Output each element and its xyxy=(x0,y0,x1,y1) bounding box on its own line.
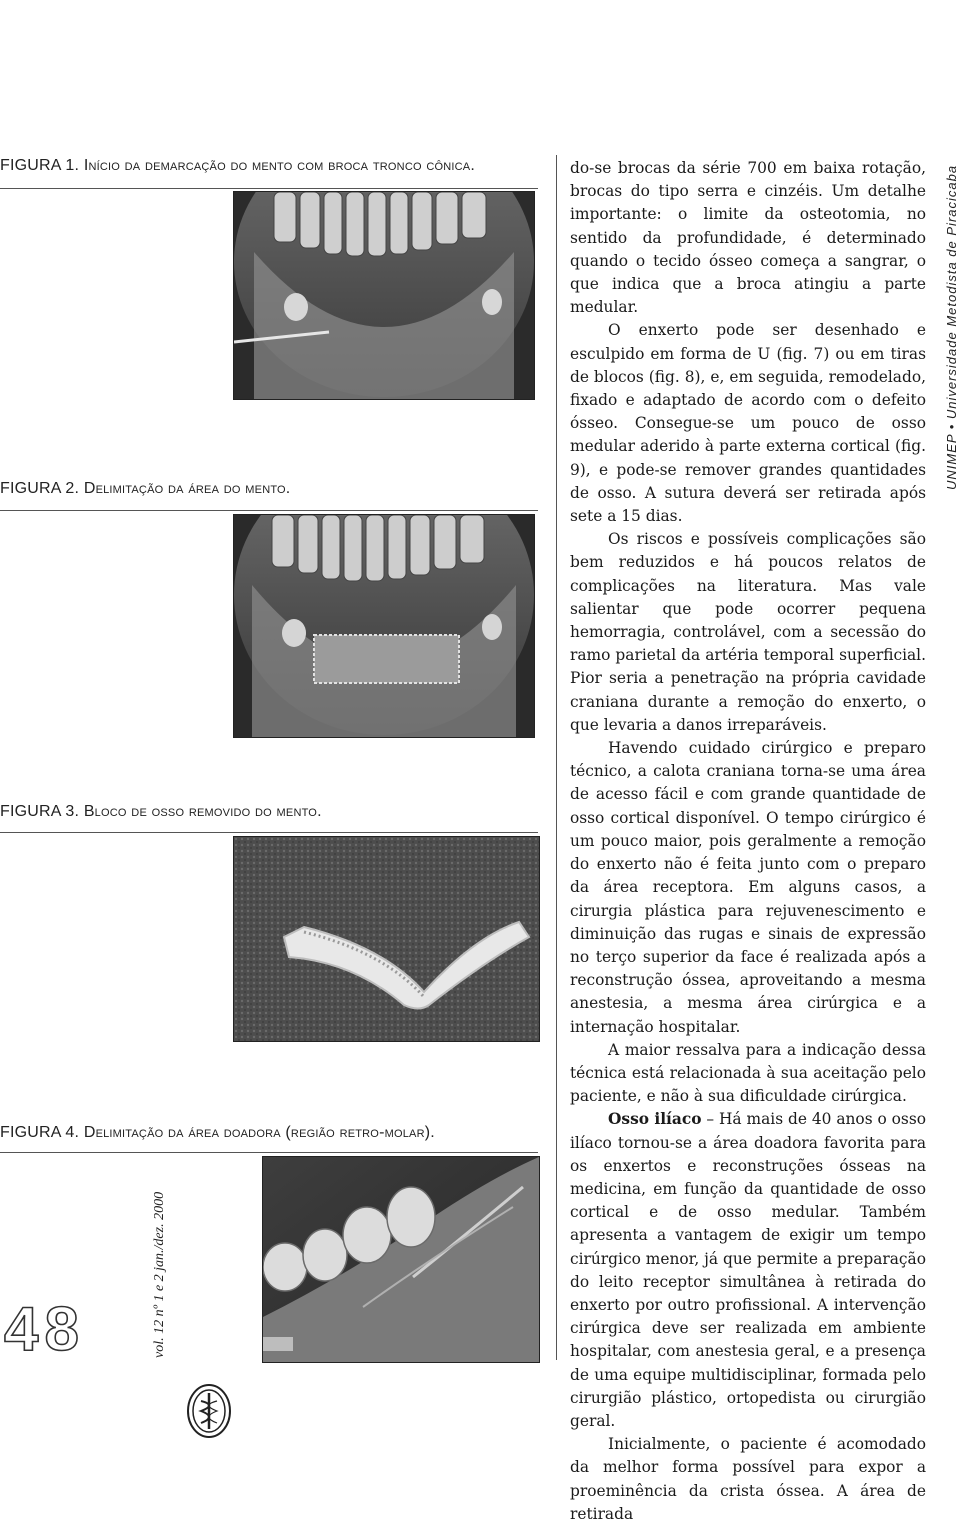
paragraph-3-text: Os riscos e possíveis complicações são bem reduzidos e há poucos relatos de complicações na literatura. Mas vale salientar que pode ocorrer pequena hemorragia, controlável, com a secessão do ramo parietal da artéria temporal superficial. Pior seria a penetração na própria cavidade craniana durante a remoção do enxerto, o que levaria a danos irreparáveis. xyxy=(570,530,926,734)
figure-1-photo xyxy=(233,191,535,400)
figure-3-rule xyxy=(0,832,538,833)
paragraph-1 xyxy=(570,157,926,319)
side-running-head xyxy=(944,160,960,490)
paragraph-4 xyxy=(570,737,926,1039)
figure-1-rule xyxy=(0,188,538,189)
paragraph-2-text: O enxerto pode ser desenhado e esculpido em forma de U (fig. 7) ou em tiras de blocos (fig. 8), e, em seguida, remodelado, fixado e adaptado de acordo com o defeito ósseo. Consegue-se um pouco de osso medular aderido à parte externa cortical (fig. 9), e pode-se remover grandes quantidades de osso. A sutura deverá ser retirada após sete a 15 dias. xyxy=(570,321,926,526)
figure-3-photo xyxy=(233,836,540,1042)
paragraph-1-text: do-se brocas da série 700 em baixa rotação, brocas do tipo serra e cinzéis. Um detalhe importante: o limite da osteotomia, no sentido da profundidade, é determinado quando o tecido ósseo começa a sangrar, o que indica que a broca atingiu a parte medular. xyxy=(570,159,926,317)
figure-2-rule xyxy=(0,510,538,511)
figure-4-label: FIGURA 4. xyxy=(0,1124,80,1141)
paragraph-5-text: A maior ressalva para a indicação dessa técnica está relacionada à sua aceitação pelo paciente, e não à sua dificuldade cirúrgica. xyxy=(570,1040,926,1106)
figure-2-photo xyxy=(233,514,535,738)
paragraph-6-text: – Há mais de 40 anos o osso ilíaco tornou-se a área doadora favorita para os enxertos e reconstruções ósseas na medicina, em função da quantidade de osso cortical e de osso medular. Também apresenta a vantagem de exigir um tempo cirúrgico menor, já que permite a preparação do leito receptor simultânea à retirada do enxerto por outro profissional. A intervenção cirúrgica deve ser realizada em ambiente hospitalar, com anestesia geral, e a presença de uma equipe multidisciplinar, formada pelo cirurgião plástico, ortopedista ou cirurgião geral. xyxy=(570,1110,926,1430)
figure-4-rule xyxy=(0,1152,538,1153)
page-number: 48 xyxy=(4,1295,85,1364)
figure-4-text: Delimitação da área doadora (região retro-molar). xyxy=(83,1124,435,1141)
paragraph-7-text: Inicialmente, o paciente é acomodado da melhor forma possível para expor a proeminência da crista óssea. A área de retirada xyxy=(570,1435,926,1523)
section-heading-osso-iliaco: Osso ilíaco xyxy=(608,1110,702,1129)
body-text-column xyxy=(570,157,926,1526)
column-divider xyxy=(556,155,557,1360)
side-running-head-text: UNIMEP • Universidade Metodista de Piracicaba xyxy=(944,164,959,490)
paragraph-3 xyxy=(570,528,926,737)
figure-1-caption xyxy=(0,157,475,175)
paragraph-4-text: Havendo cuidado cirúrgico e preparo técnico, a calota craniana torna-se uma área de acesso fácil e com grande quantidade de osso cortical disponível. O tempo cirúrgico é um pouco maior, pois geralmente a remoção do enxerto não é feita junto com o preparo da área receptora. Em alguns casos, a cirurgia plástica para rejuvenescimento e diminuição das rugas e sinais de expressão no terço superior da face é realizada após a reconstrução óssea, aproveitando a mesma anestesia, a mesma área cirúrgica e a internação hospitalar. xyxy=(570,739,926,1036)
journal-emblem-icon xyxy=(186,1383,232,1443)
figure-1-label: FIGURA 1. xyxy=(0,157,80,174)
volume-line-text: vol. 12 nº 1 e 2 jan./dez. 2000 xyxy=(152,1191,167,1358)
figure-2-caption xyxy=(0,480,290,498)
paragraph-5 xyxy=(570,1039,926,1109)
paragraph-6 xyxy=(570,1108,926,1433)
figure-3-text: Bloco de osso removido do mento. xyxy=(83,803,322,820)
paragraph-2 xyxy=(570,319,926,528)
figure-4-photo xyxy=(262,1156,540,1363)
paragraph-7 xyxy=(570,1433,926,1526)
figure-2-label: FIGURA 2. xyxy=(0,480,80,497)
figure-1-text: Início da demarcação do mento com broca tronco cônica. xyxy=(83,157,475,174)
figure-4-caption xyxy=(0,1124,435,1142)
figure-3-caption xyxy=(0,803,322,821)
figure-3-label: FIGURA 3. xyxy=(0,803,80,820)
volume-line xyxy=(148,1190,172,1360)
figure-2-text: Delimitação da área do mento. xyxy=(83,480,291,497)
